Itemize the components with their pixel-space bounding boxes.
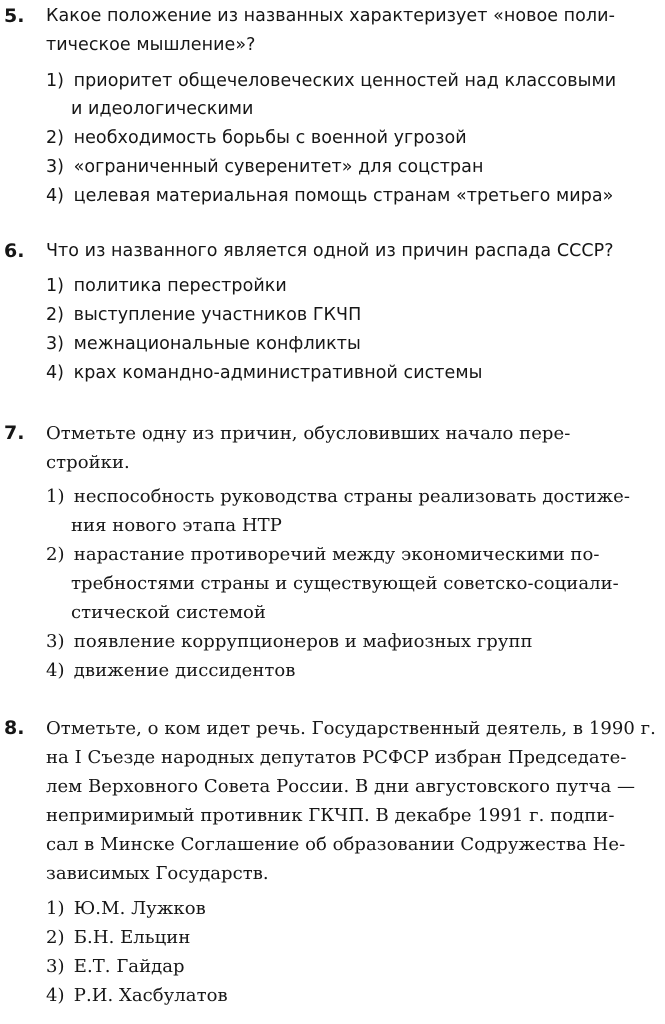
option-text: приоритет общечеловеческих ценностей над классовыми [73,71,617,91]
answer-option-4 [46,981,228,1010]
option-number: 2) [46,544,65,565]
option-number: 4) [46,660,65,681]
answer-option-3 [46,952,185,981]
answer-option-1 [46,272,287,301]
answer-option-3 [46,153,483,182]
option-text-continuation: и идеологическими [71,99,254,119]
question-text-line: стройки. [46,452,130,473]
option-text: Е.Т. Гайдар [73,956,185,977]
answer-option-4 [46,656,295,685]
answer-option-1 [46,67,616,96]
question-number: 5. [4,5,25,27]
option-text: Р.И. Хасбулатов [73,985,228,1006]
answer-option-3 [46,627,533,656]
question-text-line: Что из названного является одной из причин распада СССР? [46,241,614,261]
question-number: 7. [4,422,25,444]
question-text-line: сал в Минске Соглашение об образовании Содружества Не- [46,834,626,855]
option-number: 3) [46,334,65,354]
option-text: выступление участников ГКЧП [73,305,362,325]
question-text-line: лем Верховного Совета России. В дни августовского путча — [46,776,636,797]
option-text: Ю.М. Лужков [73,898,206,919]
option-text: политика перестройки [73,276,287,296]
option-text-continuation: требностями страны и существующей советско-социали- [71,573,619,594]
option-text: появление коррупционеров и мафиозных групп [73,631,533,652]
option-text: необходимость борьбы с военной угрозой [73,128,467,148]
option-number: 1) [46,276,65,296]
option-text: межнациональные конфликты [73,334,361,354]
option-text: целевая материальная помощь странам «третьего мира» [73,186,614,206]
question-text-line: на I Съезде народных депутатов РСФСР избран Председате- [46,747,627,768]
option-number: 4) [46,363,65,383]
answer-option-1 [46,482,630,511]
option-number: 1) [46,898,65,919]
question-text-line: Какое положение из названных характеризует «новое поли- [46,6,615,26]
answer-option-2 [46,301,361,330]
answer-option-4 [46,182,613,211]
option-number: 3) [46,157,65,177]
answer-option-4 [46,359,482,388]
answer-option-2 [46,540,600,569]
option-text: неспособность руководства страны реализовать достиже- [73,486,630,507]
option-text: Б.Н. Ельцин [73,927,191,948]
option-text-continuation: стической системой [71,602,266,623]
answer-option-1 [46,894,206,923]
question-text-line: зависимых Государств. [46,863,269,884]
option-number: 2) [46,305,65,325]
question-number: 6. [4,240,25,262]
option-text-continuation: ния нового этапа НТР [71,515,282,536]
question-text-line: непримиримый противник ГКЧП. В декабре 1991 г. подпи- [46,805,615,826]
option-number: 4) [46,186,65,206]
option-number: 4) [46,985,65,1006]
answer-option-2 [46,124,467,153]
question-text-line: Отметьте одну из причин, обусловивших начало пере- [46,423,571,444]
question-text-line: тическое мышление»? [46,35,256,55]
answer-option-2 [46,923,190,952]
answer-option-3 [46,330,361,359]
option-number: 2) [46,927,65,948]
option-text: крах командно-административной системы [73,363,483,383]
option-number: 1) [46,486,65,507]
option-number: 3) [46,956,65,977]
option-text: «ограниченный суверенитет» для соцстран [73,157,484,177]
option-text: движение диссидентов [73,660,296,681]
option-number: 3) [46,631,65,652]
question-number: 8. [4,717,25,739]
option-text: нарастание противоречий между экономическими по- [73,544,600,565]
option-number: 1) [46,71,65,91]
option-number: 2) [46,128,65,148]
question-text-line: Отметьте, о ком идет речь. Государственный деятель, в 1990 г. [46,718,656,739]
